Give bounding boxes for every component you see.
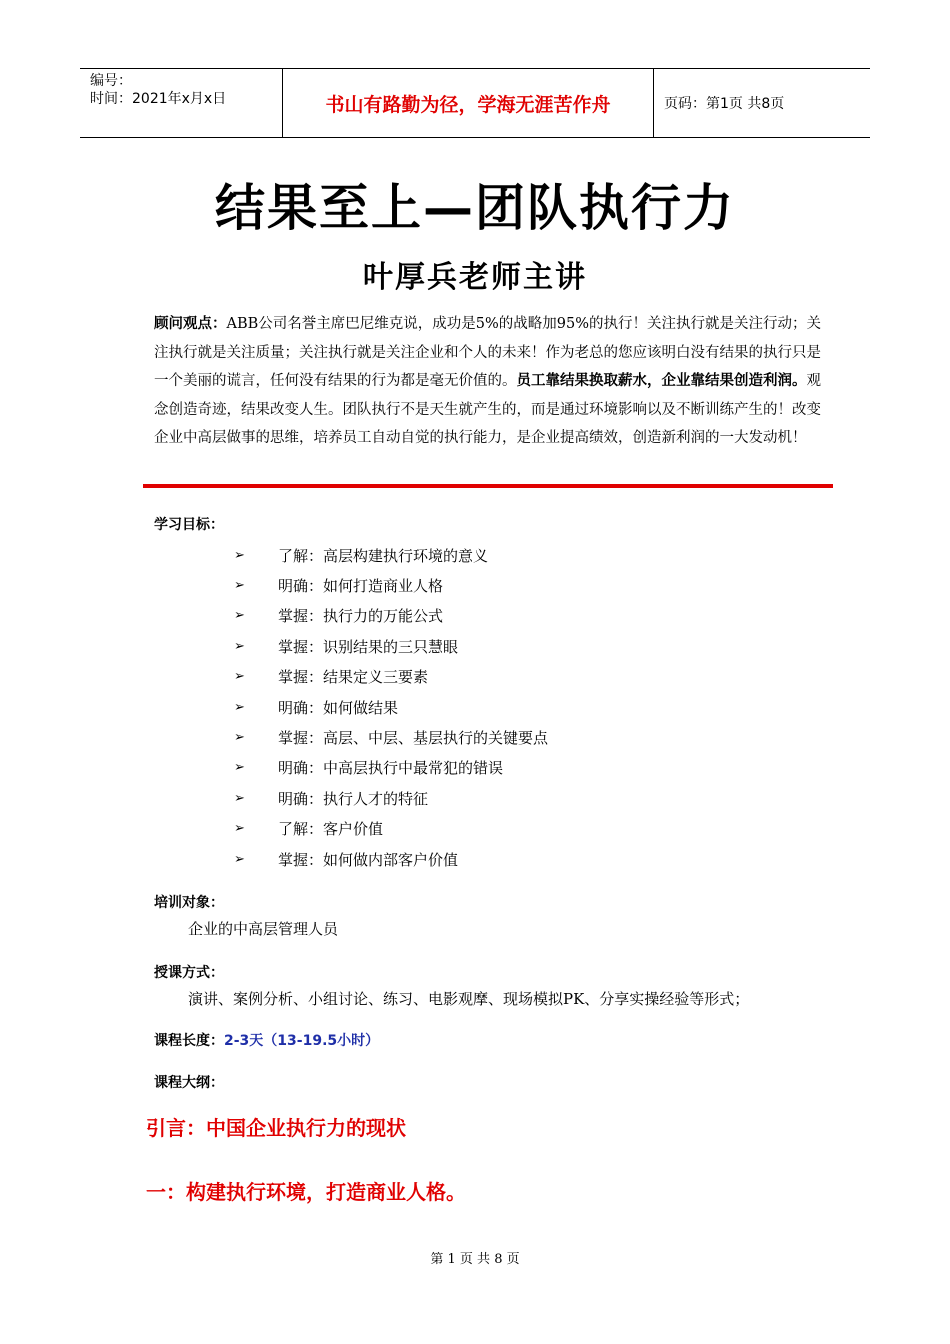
- learning-goals-label: 学习目标：: [154, 517, 224, 533]
- learning-goal-text: 掌握：结果定义三要素: [278, 668, 429, 687]
- learning-goal-item: [234, 753, 548, 783]
- learning-goal-text: 了解：高层构建执行环境的意义: [278, 546, 489, 565]
- learning-goal-text: 掌握：识别结果的三只慧眼: [278, 637, 459, 656]
- duration-row: [154, 1030, 379, 1050]
- header-meta: [80, 69, 282, 137]
- learning-goal-text: 掌握：执行力的万能公式: [278, 607, 444, 626]
- method-label: 授课方式：: [154, 965, 224, 981]
- learning-goal-item: [234, 570, 548, 600]
- arrow-bullet-icon: ➢: [234, 851, 245, 867]
- learning-goal-text: 明确：执行人才的特征: [278, 789, 429, 808]
- document-header: [80, 68, 870, 138]
- arrow-bullet-icon: ➢: [234, 547, 245, 563]
- learning-goal-item: [234, 601, 548, 631]
- page-footer: 第 1 页 共 8 页: [430, 1252, 520, 1267]
- learning-goal-text: 明确：如何做结果: [278, 698, 399, 717]
- advice-text-2: 观念创造奇迹，结果改变人生。团队执行不是天生就产生的，而是通过环境影响以及不断训练产生的！改变企业中高层做事的思维，培养员工自动自觉的执行能力，是企业提高绩效，创造新利润的一大发动机！: [154, 373, 821, 446]
- learning-goal-item: [234, 631, 548, 661]
- duration-label: 课程长度：: [154, 1033, 224, 1049]
- arrow-bullet-icon: ➢: [234, 669, 245, 685]
- header-motto: 书山有路勤为径，学海无涯苦作舟: [282, 69, 654, 137]
- outline-label: 课程大纲：: [154, 1075, 224, 1091]
- learning-goal-text: 掌握：如何做内部客户价值: [278, 850, 459, 869]
- learning-goal-item: [234, 540, 548, 570]
- advice-text-1: ABB公司名誉主席巴尼维克说，成功是5%的战略加95%的执行！关注执行就是关注行动；关注执行就是关注质量；关注执行就是关注企业和个人的未来！作为老总的您应该明白没有结果的执行只是一个美丽的谎言，任何没有结果的行为都是毫无价值的。: [154, 316, 822, 389]
- learning-goal-item: [234, 662, 548, 692]
- page-subtitle: 叶厚兵老师主讲: [363, 260, 587, 295]
- arrow-bullet-icon: ➢: [234, 821, 245, 837]
- audience-label: 培训对象：: [154, 895, 224, 911]
- advice-bold-text: 员工靠结果换取薪水，企业靠结果创造利润。: [516, 373, 807, 389]
- header-page-info: 页码：第1页 共8页: [664, 96, 785, 112]
- intro-heading: 引言：中国企业执行力的现状: [146, 1116, 406, 1140]
- arrow-bullet-icon: ➢: [234, 638, 245, 654]
- arrow-bullet-icon: ➢: [234, 760, 245, 776]
- arrow-bullet-icon: ➢: [234, 608, 245, 624]
- advisor-viewpoint: [154, 310, 824, 453]
- learning-goal-item: [234, 814, 548, 844]
- learning-goal-text: 明确：如何打造商业人格: [278, 577, 444, 596]
- learning-goal-item: [234, 783, 548, 813]
- learning-goal-text: 了解：客户价值: [278, 820, 384, 839]
- learning-goal-text: 掌握：高层、中层、基层执行的关键要点: [278, 729, 549, 748]
- page-title: 结果至上—团队执行力: [215, 179, 735, 237]
- duration-value: 2-3天（13-19.5小时）: [224, 1033, 380, 1049]
- learning-goals-list: [234, 540, 548, 874]
- learning-goal-text: 明确：中高层执行中最常犯的错误: [278, 759, 504, 778]
- learning-goal-item: [234, 844, 548, 874]
- method-text: 演讲、案例分析、小组讨论、练习、电影观摩、现场模拟PK、分享实操经验等形式；: [188, 990, 750, 1008]
- arrow-bullet-icon: ➢: [234, 790, 245, 806]
- arrow-bullet-icon: ➢: [234, 730, 245, 746]
- learning-goal-item: [234, 692, 548, 722]
- advice-label: 顾问观点：: [154, 316, 227, 332]
- part-one-heading: 一：构建执行环境，打造商业人格。: [146, 1180, 466, 1204]
- date-label: 时间：2021年x月x日: [90, 91, 227, 107]
- red-divider: [143, 484, 833, 488]
- arrow-bullet-icon: ➢: [234, 699, 245, 715]
- learning-goal-item: [234, 722, 548, 752]
- arrow-bullet-icon: ➢: [234, 578, 245, 594]
- audience-text: 企业的中高层管理人员: [188, 920, 339, 938]
- number-label: 编号：: [90, 73, 132, 89]
